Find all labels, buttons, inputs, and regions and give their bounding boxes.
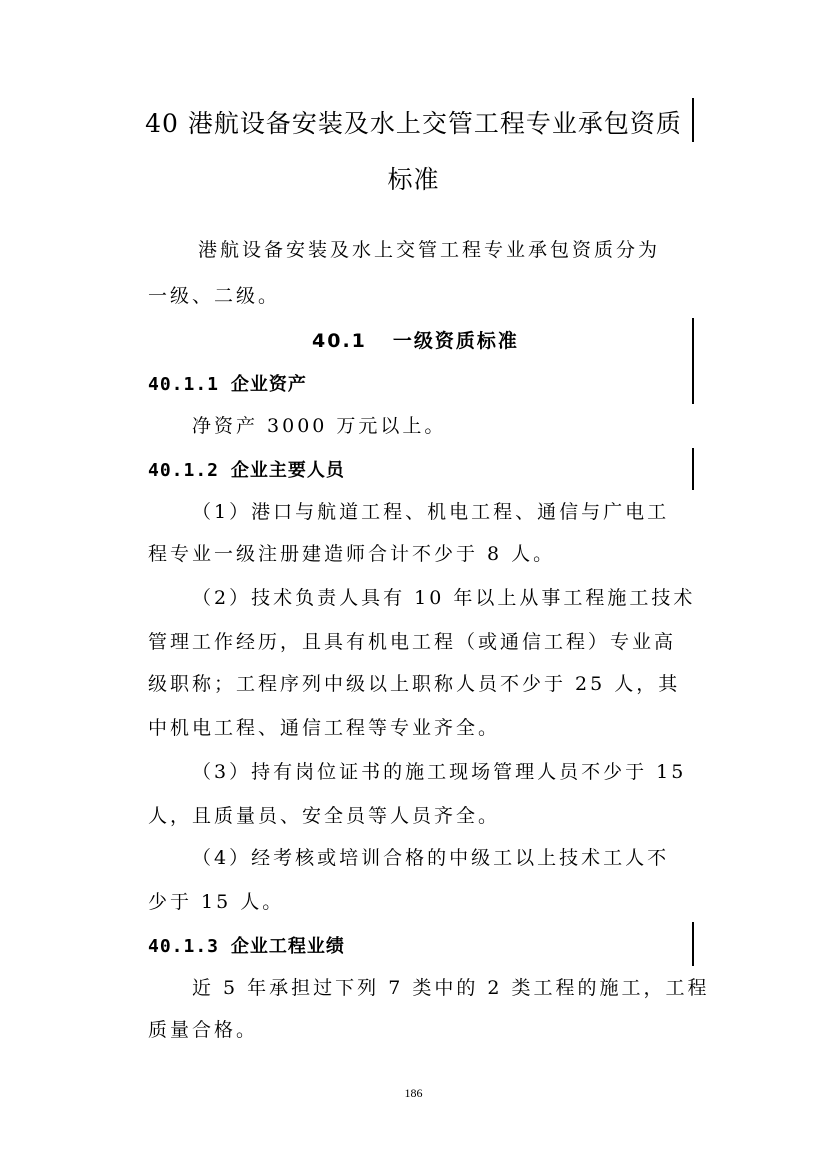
subsection-heading-personnel <box>148 456 345 482</box>
performance-line-2: 质量合格。 <box>148 1019 259 1041</box>
title-line-2: 标准 <box>387 165 440 194</box>
intro-line-1: 港航设备安装及水上交管工程专业承包资质分为 <box>198 239 661 261</box>
section-title: 一级资质标准 <box>392 330 519 352</box>
subsection-title: 企业工程业绩 <box>230 936 345 957</box>
subsection-number: 40.1.3 <box>148 936 220 957</box>
change-bar <box>692 318 694 404</box>
performance-line-1: 近 5 年承担过下列 7 类中的 2 类工程的施工，工程 <box>192 977 710 999</box>
personnel-item-4-line-1: （4）经考核或培训合格的中级工以上技术工人不 <box>192 847 670 869</box>
personnel-item-2-line-2: 管理工作经历，且具有机电工程（或通信工程）专业高 <box>148 631 677 653</box>
personnel-item-1-line-1: （1）港口与航道工程、机电工程、通信与广电工 <box>192 501 670 523</box>
change-bar <box>692 922 694 966</box>
subsection-heading-performance <box>148 932 345 958</box>
title-line-1: 40 港航设备安装及水上交管工程专业承包资质 <box>145 109 682 138</box>
personnel-item-4-line-2: 少于 15 人。 <box>148 891 285 913</box>
personnel-item-2-line-4: 中机电工程、通信工程等专业齐全。 <box>148 717 501 739</box>
subsection-heading-assets <box>148 370 307 396</box>
change-bar <box>692 448 694 490</box>
document-title <box>130 96 697 208</box>
section-number: 40.1 <box>312 330 367 352</box>
subsection-number: 40.1.1 <box>148 374 220 395</box>
intro-line-2: 一级、二级。 <box>148 285 281 307</box>
personnel-item-1-line-2: 程专业一级注册建造师合计不少于 8 人。 <box>148 543 556 565</box>
section-heading <box>312 326 519 353</box>
personnel-item-3-line-1: （3）持有岗位证书的施工现场管理人员不少于 15 <box>192 761 687 783</box>
personnel-item-2-line-3: 级职称；工程序列中级以上职称人员不少于 25 人，其 <box>148 673 681 695</box>
subsection-title: 企业主要人员 <box>230 460 345 481</box>
subsection-number: 40.1.2 <box>148 460 220 481</box>
personnel-item-3-line-2: 人，且质量员、安全员等人员齐全。 <box>148 805 501 827</box>
assets-line: 净资产 3000 万元以上。 <box>192 415 447 437</box>
personnel-item-2-line-1: （2）技术负责人具有 10 年以上从事工程施工技术 <box>192 587 696 609</box>
subsection-title: 企业资产 <box>230 374 307 395</box>
page-number: 186 <box>404 1086 423 1100</box>
